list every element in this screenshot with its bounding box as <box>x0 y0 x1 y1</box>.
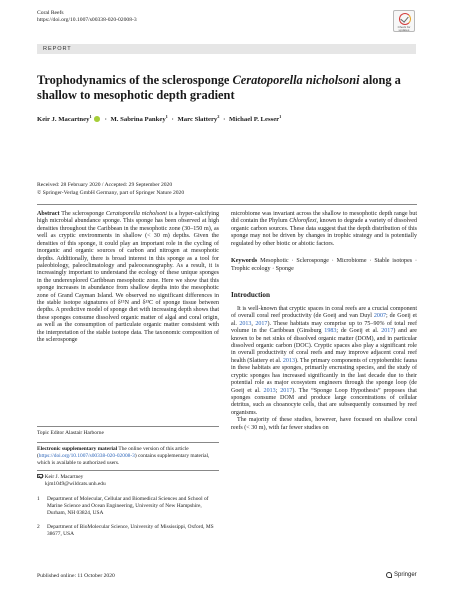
published-date: Published online: 11 October 2020 <box>37 573 115 579</box>
introduction-body <box>231 306 417 432</box>
footnote-divider <box>37 470 219 471</box>
citation-link[interactable]: 2017 <box>255 320 268 327</box>
author-separator: · <box>223 116 226 124</box>
author-list <box>37 114 281 123</box>
journal-name: Coral Reefs <box>37 10 64 16</box>
author-2[interactable]: M. Sabrina Pankey <box>110 116 166 124</box>
abstract-cont-2: , known to degrade a variety of dissolved organic carbon sources. These data suggest that the depth distribution of this sponge may not be driven by changes in trophic strategy and is potentially regulated by other biotic or abiotic factors. <box>231 218 418 247</box>
keywords-list: Mesophotic · Sclerosponge · Microbiome · Stable isotopes · Trophic ecology · Sponge <box>231 258 417 272</box>
author-4-affil: 1 <box>279 114 282 119</box>
publisher-name: Springer <box>394 572 417 578</box>
citation-link[interactable]: 2013 <box>263 387 276 394</box>
title-species: Ceratoporella nicholsoni <box>232 73 360 87</box>
contact-email[interactable]: kjm1049@wildcats.unh.edu <box>45 480 106 487</box>
abstract-label: Abstract <box>37 211 60 217</box>
abstract-continued <box>231 211 417 248</box>
author-2-affil: 1 <box>165 114 168 119</box>
received-accepted: Received: 28 February 2020 / Accepted: 29 September 2020 <box>37 182 173 188</box>
abstract-species: Ceratoporella nicholsoni <box>105 211 167 217</box>
phylum-name: Chloroflexi <box>289 218 317 225</box>
author-separator: · <box>171 116 174 124</box>
esm-label: Electronic supplementary material <box>37 446 118 452</box>
publisher-logo <box>386 572 417 578</box>
footnote-divider <box>37 442 219 443</box>
check-icon <box>399 13 411 25</box>
copyright: © Springer-Verlag GmbH Germany, part of Springer Nature 2020 <box>37 189 185 196</box>
mail-icon <box>37 474 43 478</box>
affiliation-number: 1 <box>37 496 40 502</box>
springer-logo-icon <box>386 572 392 578</box>
affiliation-text: Department of Molecular, Cellular and Biomedical Sciences and School of Marine Science and Ocean Engineering, University of New Hampshire, Durham, NH 03824, USA <box>47 496 209 516</box>
affiliation-number: 2 <box>37 524 40 530</box>
author-1-affil: 1 <box>89 114 92 119</box>
article-title <box>37 73 417 103</box>
title-part1: Trophodynamics of the sclerosponge <box>37 73 233 87</box>
citation-link[interactable]: 2013 <box>282 357 295 364</box>
article-dates <box>37 182 184 197</box>
affiliation-2 <box>37 524 219 538</box>
abstract-text-2: is a hyper-calcifying high microbial abundance sponge. This sponge has been observed at high densities throughout the Caribbean in the mesophotic zone (30–150 m), as well as cryptic environments in shallow (< 30 m) depths. Given the densities of this sponge, it could play an important role in the cycling of inorganic and organic sources of carbon and nitrogen at mesophotic depths. Additionally, there is broad interest in this sponge as a tool for paleobiology, paleoclimatology and paleoceanography. As a result, it is increasingly important to understand the ecology of these unique sponges in the underexplored Caribbean mesophotic zone. Here we show that this sponge increases in abundance from shallow depths into the mesophotic zone of Grand Cayman Island. We observed no significant differences in the stable isotope signatures of δ¹⁵N and δ¹³C of sponge tissue between depths. A predictive model of sponge diet with increasing depth shows that these sponges consume dissolved organic matter of algal and coral origin, as well as the consumption of particulate organic matter consistent with the interpretation of the stable isotope data. The taxonomic composition of the sclerosponge <box>37 211 219 344</box>
divider <box>37 204 417 205</box>
author-4[interactable]: Michael P. Lesser <box>229 116 280 124</box>
contact-name: Keir J. Macartney <box>44 474 84 480</box>
author-1[interactable]: Keir J. Macartney <box>37 116 90 124</box>
section-heading-introduction: Introduction <box>231 290 271 299</box>
badge-label: Check for updates <box>397 25 411 33</box>
orcid-icon[interactable] <box>94 116 100 122</box>
corresponding-author <box>37 474 219 488</box>
topic-editor: Topic Editor Alastair Harborne <box>37 430 104 436</box>
abstract-cont-1: microbiome was invariant across the shallow to mesophotic depth range but did contain the Phylum <box>231 211 417 225</box>
affiliation-1 <box>37 496 219 516</box>
journal-header <box>37 10 137 25</box>
citation-link[interactable]: 2007 <box>373 313 386 320</box>
citation-link[interactable]: 2017 <box>381 328 394 335</box>
check-for-updates-badge[interactable] <box>393 10 415 32</box>
author-3[interactable]: Marc Slattery <box>177 116 218 124</box>
esm-link[interactable]: https://doi.org/10.1007/s00338-020-02008-3 <box>38 452 135 459</box>
affiliation-text: Department of BioMolecular Science, University of Mississippi, Oxford, MS 38677, USA <box>47 524 214 537</box>
author-separator: · <box>104 116 107 124</box>
author-3-affil: 2 <box>217 114 220 119</box>
keywords <box>231 258 417 273</box>
keywords-label: Keywords <box>231 258 258 265</box>
citation-link[interactable]: 1983 <box>324 328 337 335</box>
esm-note: Electronic supplementary material The online version of this article (https://doi.org/10.1007/s00338-020-02008-3) contains supplementary material, which is available to authorized users. <box>37 446 210 466</box>
intro-paragraph-1: It is well-known that cryptic spaces in coral reefs are a crucial component of overall coral reef productivity (de Goeij and van Duyl 2007; de Goeij et al. 2013, 2017). These habitats may comprise up to 75–90% of total reef volume in the Caribbean (Ginsburg 1983; de Goeij et al. 2017) and are known to be net sinks of dissolved organic matter (DOM), and in particular dissolved organic carbon (DOC). Cryptic spaces also play a significant role in overall productivity of coral reefs and may improve adjacent coral reef health (Slattery et al. 2013). The primary components of cryptobenthic fauna in these habitats are sponges, primarily encrusting species, and the study of cryptic sponges has increased significantly in the last decade due to their potential role as major ecosystem engineers through the sponge loop (de Goeij et al. 2013; 2017). The “Sponge Loop Hypothesis” proposes that sponges consume DOM and produce large concentrations of cellular detritus, such as choanocyte cells, that are subsequently consumed by reef organisms. <box>231 305 417 416</box>
abstract <box>37 211 219 345</box>
intro-paragraph-2: The majority of these studies, however, have focused on shallow coral reefs (< 30 m), with far fewer studies on <box>231 417 417 431</box>
citation-link[interactable]: 2017 <box>280 387 293 394</box>
citation-link[interactable]: 2013 <box>239 320 252 327</box>
abstract-text-1: The sclerosponge <box>59 211 106 217</box>
section-bar <box>37 44 416 54</box>
doi-link[interactable]: https://doi.org/10.1007/s00338-020-02008-3 <box>37 17 137 24</box>
title-part2: along a shallow to mesophotic depth gradient <box>37 73 401 102</box>
right-column <box>231 211 417 432</box>
section-label: REPORT <box>43 45 72 52</box>
footnote-divider <box>37 426 219 427</box>
